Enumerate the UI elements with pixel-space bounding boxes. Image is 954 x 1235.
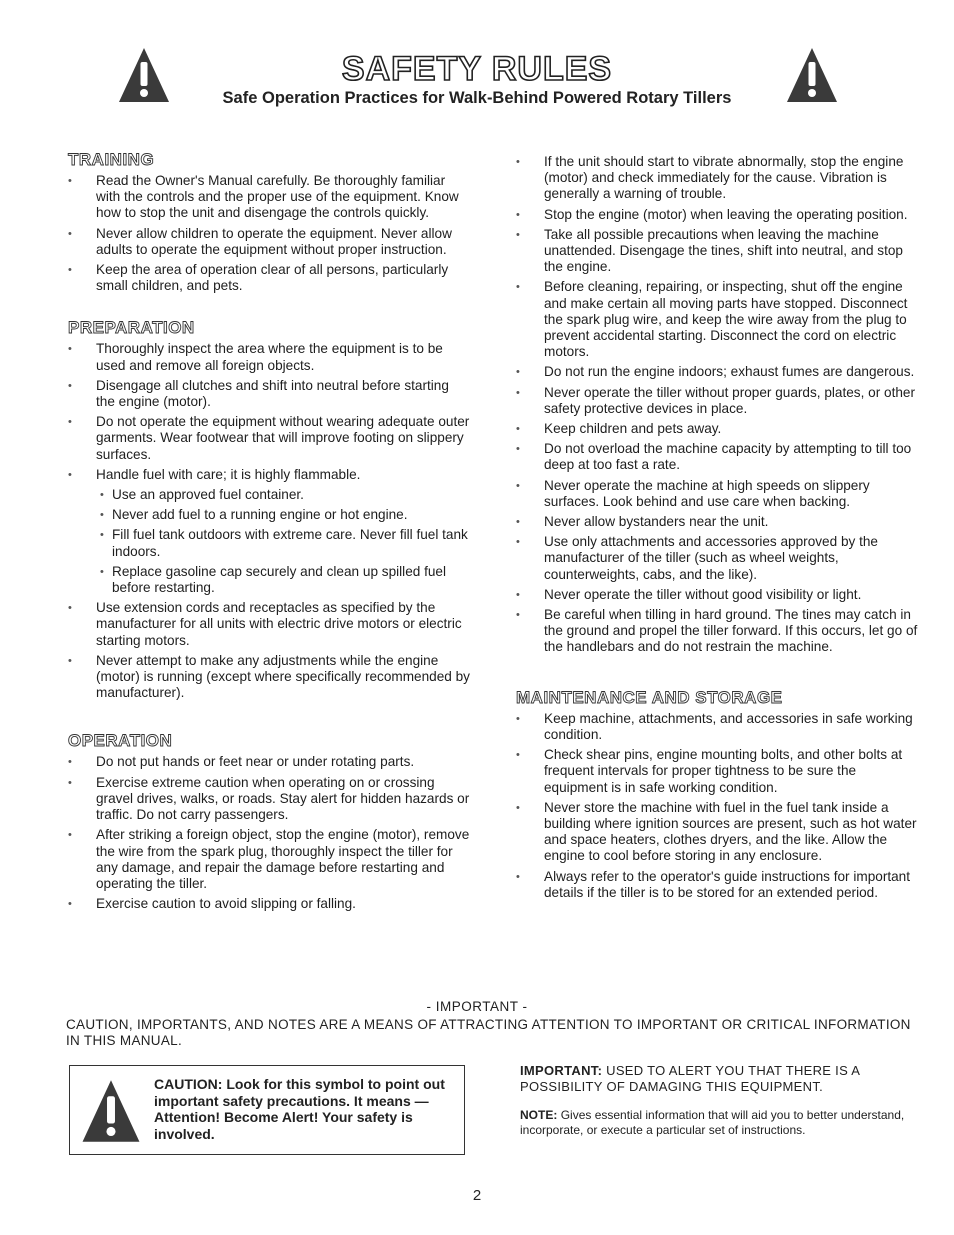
list-item: • Handle fuel with care; it is highly flammable. bbox=[66, 467, 470, 483]
list-item: • Use only attachments and accessories approved by the manufacturer of the tiller (such as wheel weights, counterweights, cabs, and the like). bbox=[514, 534, 918, 583]
section-heading-training: TRAINING bbox=[68, 150, 155, 169]
list-subitem: • Never add fuel to a running engine or hot engine. bbox=[66, 507, 470, 523]
list-item: • Stop the engine (motor) when leaving the operating position. bbox=[514, 207, 918, 223]
list-item: • Never operate the tiller without proper guards, plates, or other safety protective devices in place. bbox=[514, 385, 918, 417]
important-label: IMPORTANT: bbox=[520, 1063, 603, 1078]
operation-continued-list bbox=[514, 154, 918, 656]
list-item: • Never operate the machine at high speeds on slippery surfaces. Look behind and use care when backing. bbox=[514, 478, 918, 510]
page-title: SAFETY RULES bbox=[341, 50, 613, 88]
important-body: CAUTION, IMPORTANTS, AND NOTES ARE A MEANS OF ATTRACTING ATTENTION TO IMPORTANT OR CRITICAL INFORMATION IN THIS MANUAL. bbox=[66, 1017, 911, 1048]
list-item: • Never allow bystanders near the unit. bbox=[514, 514, 918, 530]
list-item: • Be careful when tilling in hard ground. The tines may catch in the ground and propel the tiller forward. If this occurs, let go of the handlebars and do not restrain the machine. bbox=[514, 607, 918, 656]
list-item: • Take all possible precautions when leaving the machine unattended. Disengage the tines, shift into neutral, and stop the engine. bbox=[514, 227, 918, 276]
list-item: • Use extension cords and receptacles as specified by the manufacturer for all units with electric drive motors or electric starting motors. bbox=[66, 600, 470, 649]
important-definition bbox=[520, 1063, 918, 1094]
operation-list bbox=[66, 754, 470, 912]
list-item: • If the unit should start to vibrate abnormally, stop the engine (motor) and check immediately for the cause. Vibration is generally a warning of trouble. bbox=[514, 154, 918, 203]
list-item: • Read the Owner's Manual carefully. Be thoroughly familiar with the controls and the proper use of the equipment. Know how to stop the unit and disengage the controls quickly. bbox=[66, 173, 470, 222]
list-item: • Never allow children to operate the equipment. Never allow adults to operate the equipment without proper instruction. bbox=[66, 226, 470, 258]
maintenance-list bbox=[514, 711, 918, 901]
left-column bbox=[66, 150, 470, 916]
right-column bbox=[514, 154, 918, 905]
section-heading-preparation: PREPARATION bbox=[68, 318, 195, 338]
list-item: • Keep the area of operation clear of all persons, particularly small children, and pets. bbox=[66, 262, 470, 294]
list-item: • Check shear pins, engine mounting bolts, and other bolts at frequent intervals for proper tightness to be sure the equipment is in safe working condition. bbox=[514, 747, 918, 796]
list-item: • Exercise extreme caution when operating on or crossing gravel drives, walks, or roads. Stay alert for hidden hazards or traffic. Do not carry passengers. bbox=[66, 775, 470, 824]
page-number: 2 bbox=[472, 1187, 482, 1204]
note-definition bbox=[520, 1108, 918, 1137]
list-item: • Do not operate the equipment without wearing adequate outer garments. Wear footwear that will improve footing on slippery surfaces. bbox=[66, 414, 470, 463]
list-subitem: • Replace gasoline cap securely and clean up spilled fuel before restarting. bbox=[66, 564, 470, 596]
list-item: • Keep children and pets away. bbox=[514, 421, 918, 437]
list-item: • Never operate the tiller without good visibility or light. bbox=[514, 587, 918, 603]
training-list bbox=[66, 173, 470, 294]
caution-box bbox=[69, 1065, 465, 1155]
list-item: • Do not put hands or feet near or under rotating parts. bbox=[66, 754, 470, 770]
section-heading-operation: OPERATION bbox=[68, 731, 173, 751]
note-definition-text: Gives essential information that will aid you to better understand, incorporate, or execute a particular set of instructions. bbox=[520, 1108, 905, 1137]
caution-text: CAUTION: Look for this symbol to point out important safety precautions. It means —Attention! Become Alert! Your safety is involved. bbox=[154, 1076, 445, 1142]
list-item: • Keep machine, attachments, and accessories in safe working condition. bbox=[514, 711, 918, 743]
list-item: • After striking a foreign object, stop the engine (motor), remove the wire from the spark plug, thoroughly inspect the tiller for any damage, and repair the damage before restarting and operating the tiller. bbox=[66, 827, 470, 892]
list-item: • Do not overload the machine capacity by attempting to till too deep at too fast a rate. bbox=[514, 441, 918, 473]
list-item: • Disengage all clutches and shift into neutral before starting the engine (motor). bbox=[66, 378, 470, 410]
list-item: • Never attempt to make any adjustments while the engine (motor) is running (except where specifically recommended by manufacturer). bbox=[66, 653, 470, 702]
list-subitem: • Fill fuel tank outdoors with extreme care. Never fill fuel tank indoors. bbox=[66, 527, 470, 559]
note-label: NOTE: bbox=[520, 1108, 558, 1122]
list-item: • Before cleaning, repairing, or inspecting, shut off the engine and make certain all moving parts have stopped. Disconnect the spark plug wire, and keep the wire away from the plug to prevent accidental starting. Disconnect the cord on electric motors. bbox=[514, 279, 918, 360]
list-item: • Always refer to the operator's guide instructions for important details if the tiller is to be stored for an extended period. bbox=[514, 869, 918, 901]
list-subitem: • Use an approved fuel container. bbox=[66, 487, 470, 503]
list-item: • Exercise caution to avoid slipping or falling. bbox=[66, 896, 470, 912]
list-item: • Thoroughly inspect the area where the equipment is to be used and remove all foreign objects. bbox=[66, 341, 470, 373]
warning-triangle-icon bbox=[80, 1078, 142, 1144]
important-heading: - IMPORTANT - bbox=[426, 999, 528, 1014]
page-subtitle: Safe Operation Practices for Walk-Behind Powered Rotary Tillers bbox=[222, 89, 732, 107]
list-item: • Do not run the engine indoors; exhaust fumes are dangerous. bbox=[514, 364, 918, 380]
section-heading-maintenance: MAINTENANCE AND STORAGE bbox=[516, 687, 783, 707]
important-definition-text: USED TO ALERT YOU THAT THERE IS A POSSIBILITY OF DAMAGING THIS EQUIPMENT. bbox=[520, 1063, 860, 1094]
list-item: • Never store the machine with fuel in the fuel tank inside a building where ignition sources are present, such as hot water and space heaters, clothes dryers, and the like. Allow the engine to cool before storing in any enclosure. bbox=[514, 800, 918, 865]
preparation-list bbox=[66, 341, 470, 701]
